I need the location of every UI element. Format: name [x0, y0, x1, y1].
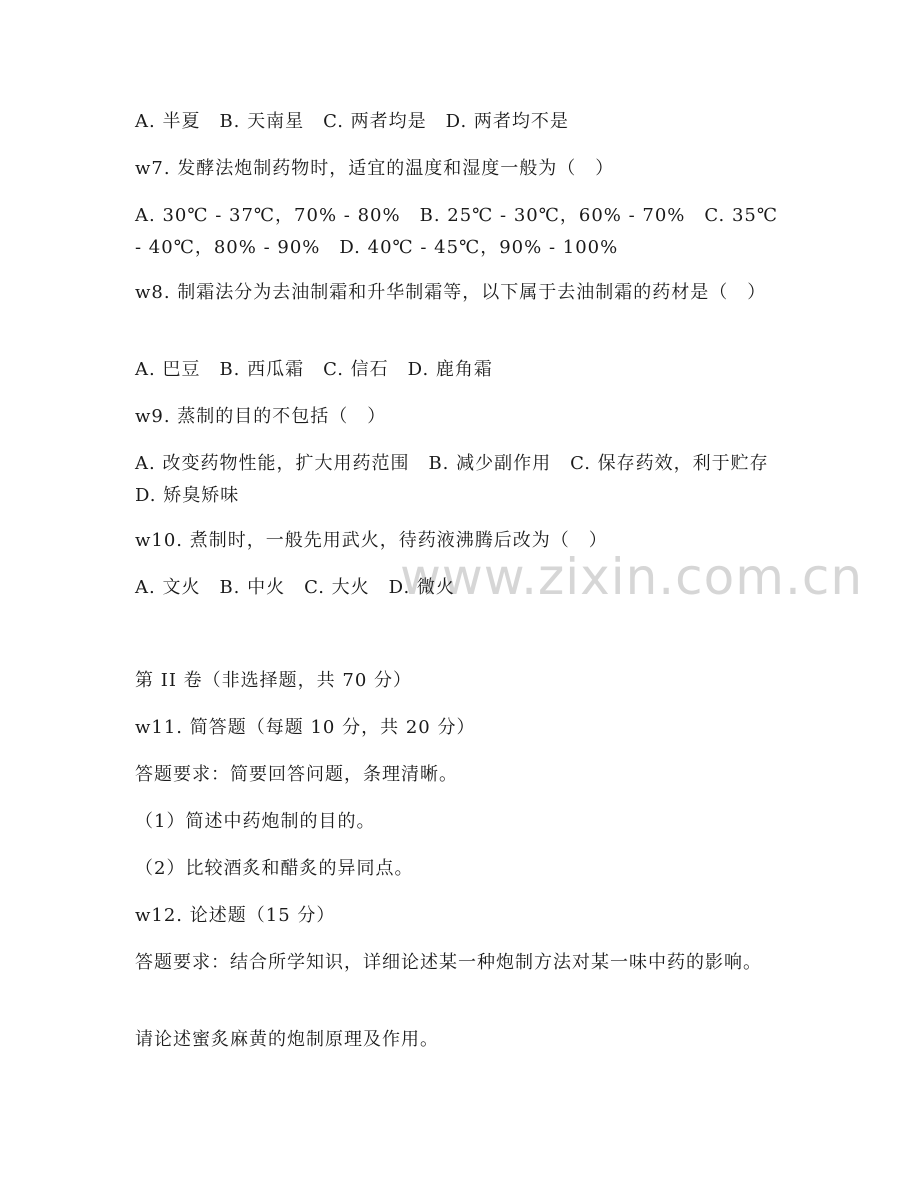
options-q6: A. 半夏 B. 天南星 C. 两者均是 D. 两者均不是: [135, 111, 569, 132]
question-w9: w9. 蒸制的目的不包括（ ）: [135, 406, 387, 427]
options-q8: A. 巴豆 B. 西瓜霜 C. 信石 D. 鹿角霜: [135, 359, 493, 380]
subquestion-2: （2）比较酒炙和醋炙的异同点。: [135, 858, 414, 879]
question-w11: w11. 简答题（每题 10 分，共 20 分）: [135, 717, 476, 738]
answer-requirement: 答题要求：简要回答问题，条理清晰。: [135, 764, 458, 785]
watermark: www.zixin.com.cn: [400, 548, 864, 606]
options-q9: A. 改变药物性能，扩大用药范围 B. 减少副作用 C. 保存药效，利于贮存 D. 矫臭矫味: [135, 453, 788, 506]
essay-requirement: 答题要求：结合所学知识，详细论述某一种炮制方法对某一味中药的影响。: [135, 952, 762, 973]
question-w10: w10. 煮制时，一般先用武火，待药液沸腾后改为（ ）: [135, 530, 608, 551]
question-w12: w12. 论述题（15 分）: [135, 905, 336, 926]
question-w7: w7. 发酵法炮制药物时，适宜的温度和湿度一般为（ ）: [135, 158, 615, 179]
subquestion-1: （1）简述中药炮制的目的。: [135, 811, 376, 832]
essay-prompt: 请论述蜜炙麻黄的炮制原理及作用。: [135, 1029, 439, 1050]
question-w8: w8. 制霜法分为去油制霜和升华制霜等，以下属于去油制霜的药材是（ ）: [135, 282, 767, 303]
options-q7: A. 30℃ - 37℃，70% - 80% B. 25℃ - 30℃，60% - 70% C. 35℃ - 40℃，80% - 90% D. 40℃ - 45℃，90% - 100%: [135, 205, 779, 258]
options-q10: A. 文火 B. 中火 C. 大火 D. 微火: [135, 577, 455, 598]
section-heading: 第 II 卷（非选择题，共 70 分）: [135, 670, 413, 691]
